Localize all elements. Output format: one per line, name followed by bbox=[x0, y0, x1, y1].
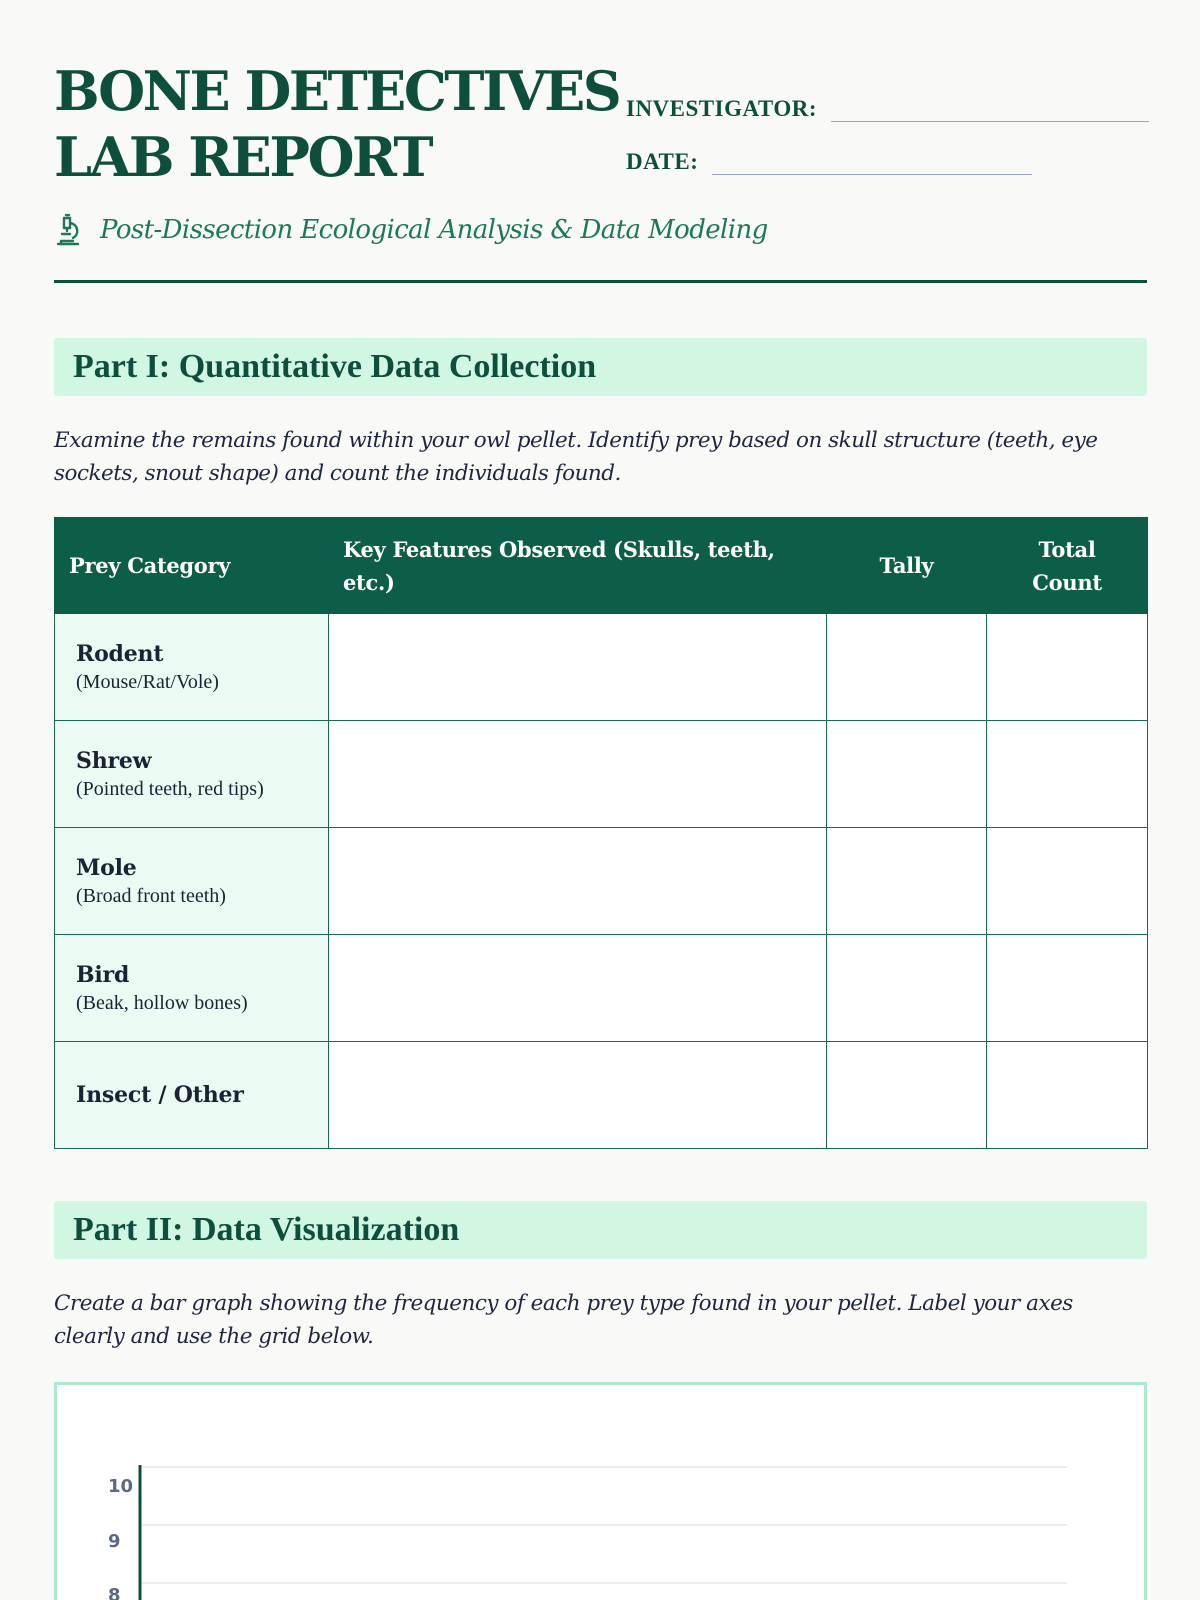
prey-category-name: Insect / Other bbox=[76, 1082, 244, 1108]
prey-category-description: (Pointed teeth, red tips) bbox=[76, 777, 264, 800]
key-features-cell[interactable] bbox=[329, 935, 827, 1042]
table-row bbox=[55, 935, 1148, 1042]
bar-graph-grid[interactable] bbox=[54, 1382, 1147, 1600]
prey-category-cell bbox=[55, 828, 329, 935]
date-blank-line[interactable] bbox=[712, 151, 1032, 175]
table-row bbox=[55, 614, 1148, 721]
part2-instructions: Create a bar graph showing the frequency of each prey type found in your pellet. Label your axes clearly and use the grid below. bbox=[54, 1291, 1073, 1349]
date-label: DATE: bbox=[626, 149, 699, 174]
column-header-tally: Tally bbox=[827, 518, 987, 614]
key-features-cell[interactable] bbox=[329, 614, 827, 721]
total-count-cell[interactable] bbox=[987, 614, 1148, 721]
lab-report-page bbox=[54, 0, 1147, 1600]
graph-grid-svg bbox=[57, 1385, 1144, 1600]
total-count-cell[interactable] bbox=[987, 721, 1148, 828]
column-header-total-count: Total Count bbox=[987, 518, 1148, 614]
tally-cell[interactable] bbox=[827, 1042, 987, 1149]
prey-category-description: (Beak, hollow bones) bbox=[76, 991, 248, 1014]
table-row bbox=[55, 828, 1148, 935]
prey-data-table bbox=[54, 517, 1148, 1149]
prey-category-name: Shrew bbox=[76, 747, 152, 774]
part2-heading: Part II: Data Visualization bbox=[73, 1211, 460, 1248]
total-count-cell[interactable] bbox=[987, 935, 1148, 1042]
table-row bbox=[55, 1042, 1148, 1149]
investigator-label: INVESTIGATOR: bbox=[626, 96, 817, 121]
prey-category-name: Rodent bbox=[76, 640, 164, 667]
key-features-cell[interactable] bbox=[329, 721, 827, 828]
prey-category-name: Bird bbox=[76, 961, 130, 988]
column-header-prey-category: Prey Category bbox=[55, 518, 329, 614]
y-tick-label: 9 bbox=[108, 1531, 121, 1552]
column-header-key-features: Key Features Observed (Skulls, teeth, etc.) bbox=[329, 518, 827, 614]
tally-cell[interactable] bbox=[827, 935, 987, 1042]
y-tick-label: 10 bbox=[108, 1476, 134, 1497]
subtitle-text: Post-Dissection Ecological Analysis & Data Modeling bbox=[100, 215, 768, 245]
date-field bbox=[626, 149, 1032, 175]
part1-instructions: Examine the remains found within your owl pellet. Identify prey based on skull structure (teeth, eye sockets, snout shape) and count the individuals found. bbox=[54, 428, 1098, 486]
title-line-2: LAB REPORT bbox=[54, 125, 432, 189]
part1-heading-band bbox=[54, 338, 1147, 396]
prey-category-cell bbox=[55, 935, 329, 1042]
key-features-cell[interactable] bbox=[329, 1042, 827, 1149]
tally-cell[interactable] bbox=[827, 828, 987, 935]
tally-cell[interactable] bbox=[827, 721, 987, 828]
report-title bbox=[54, 58, 620, 190]
prey-category-cell bbox=[55, 721, 329, 828]
title-line-1: BONE DETECTIVES bbox=[54, 59, 620, 123]
table-row bbox=[55, 721, 1148, 828]
total-count-cell[interactable] bbox=[987, 828, 1148, 935]
prey-category-description: (Mouse/Rat/Vole) bbox=[76, 670, 219, 693]
report-header bbox=[54, 0, 1147, 200]
investigator-field bbox=[626, 96, 1149, 122]
key-features-cell[interactable] bbox=[329, 828, 827, 935]
prey-category-cell bbox=[55, 1042, 329, 1149]
total-count-cell[interactable] bbox=[987, 1042, 1148, 1149]
report-subtitle bbox=[54, 214, 768, 246]
microscope-icon bbox=[54, 214, 84, 246]
prey-category-name: Mole bbox=[76, 854, 137, 881]
prey-category-description: (Broad front teeth) bbox=[76, 884, 226, 907]
prey-category-cell bbox=[55, 614, 329, 721]
tally-cell[interactable] bbox=[827, 614, 987, 721]
investigator-blank-line[interactable] bbox=[831, 98, 1149, 122]
header-divider bbox=[54, 280, 1147, 283]
part1-heading: Part I: Quantitative Data Collection bbox=[73, 348, 597, 385]
y-tick-label: 8 bbox=[108, 1585, 121, 1600]
part2-heading-band bbox=[54, 1201, 1147, 1259]
table-header-row bbox=[55, 518, 1148, 614]
